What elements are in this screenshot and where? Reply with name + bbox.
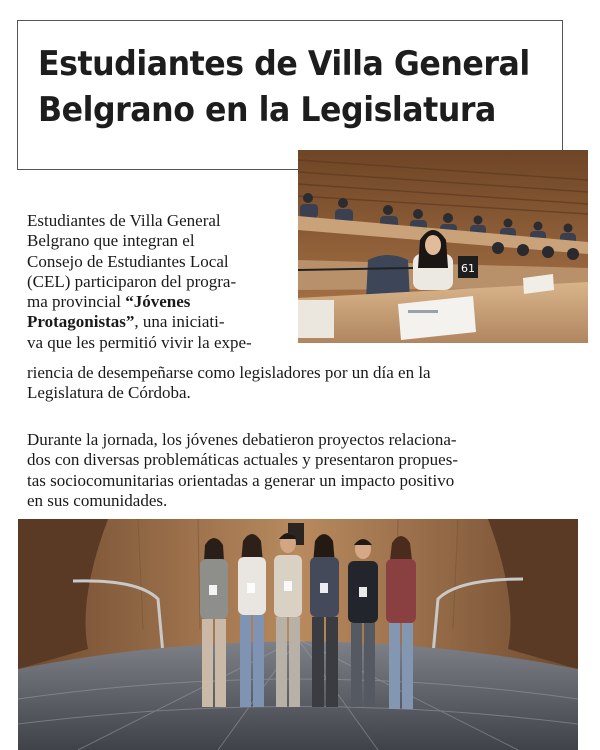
article-paragraph-1-continued [27, 363, 562, 404]
paragraph-line: ma provincial “Jóvenes [27, 292, 191, 312]
program-name-part-1: “Jóvenes [125, 292, 191, 312]
article-paragraph-1 [27, 211, 292, 353]
paragraph-line: Consejo de Estudiantes Local [27, 251, 229, 271]
paragraph-line: (CEL) participaron del progra- [27, 271, 237, 291]
photo-students-group [18, 519, 578, 750]
headline-line-2: Belgrano en la Legislatura [38, 90, 496, 130]
headline-box [17, 20, 563, 170]
headline-line-1: Estudiantes de Villa General [38, 44, 530, 84]
paragraph-line: dos con diversas problemáticas actuales y presentaron propues- [27, 450, 458, 470]
article-paragraph-2 [27, 430, 572, 511]
photo-legislature-chamber [298, 150, 588, 343]
paragraph-line: riencia de desempeñarse como legisladores por un día en la [27, 363, 431, 382]
program-name-part-2: Protagonistas” [27, 312, 135, 332]
paragraph-line: va que les permitió vivir la expe- [27, 332, 252, 352]
paragraph-line: Protagonistas”, una iniciati- [27, 312, 225, 332]
seat-number: 61 [461, 262, 475, 275]
paragraph-line: Durante la jornada, los jóvenes debatieron proyectos relaciona- [27, 430, 457, 449]
paragraph-line: Belgrano que integran el [27, 231, 195, 251]
paragraph-line: tas sociocomunitarias orientadas a generar un impacto positivo [27, 470, 455, 490]
paragraph-line: Legislatura de Córdoba. [27, 383, 191, 403]
paragraph-line: en sus comunidades. [27, 490, 168, 510]
paragraph-line: Estudiantes de Villa General [27, 211, 221, 230]
article-headline [38, 41, 530, 133]
